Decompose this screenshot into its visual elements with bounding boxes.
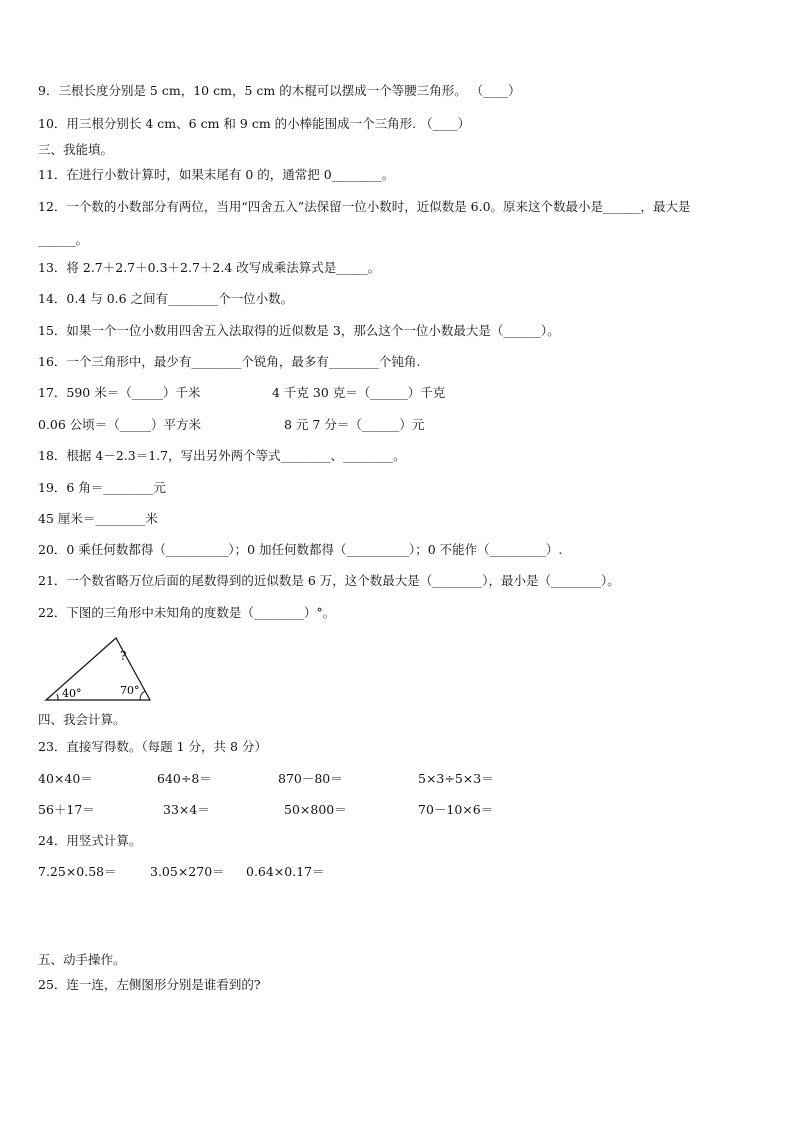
q15: 15．如果一个一位小数用四舍五入法取得的近似数是 3，那么这个一位小数最大是（______）。 [38, 323, 560, 338]
section-5-heading: 五、动手操作。 [38, 952, 126, 967]
q24-item-1: 7.25×0.58＝ [38, 864, 117, 879]
q9: 9．三根长度分别是 5 cm，10 cm，5 cm 的木棍可以摆成一个等腰三角形。 （____） [38, 83, 521, 98]
q14: 14．0.4 与 0.6 之间有________个一位小数。 [38, 291, 294, 306]
q13: 13．将 2.7＋2.7＋0.3＋2.7＋2.4 改写成乘法算式是_____。 [38, 260, 380, 275]
q12-line2: ______。 [38, 232, 89, 247]
q23-r1-c2: 640÷8＝ [157, 771, 212, 786]
q23-r1-c3: 870－80＝ [278, 771, 343, 786]
triangle-figure [42, 632, 154, 704]
q23-r1-c1: 40×40＝ [38, 771, 93, 786]
q23: 23．直接写得数。（每题 1 分，共 8 分） [38, 739, 267, 754]
q17-c: 0.06 公顷＝（_____）平方米 [38, 417, 202, 432]
q22: 22．下图的三角形中未知角的度数是（________）°。 [38, 605, 336, 620]
q23-r2-c2: 33×4＝ [163, 802, 210, 817]
q10: 10．用三根分别长 4 cm、6 cm 和 9 cm 的小棒能围成一个三角形. （____） [38, 116, 471, 131]
q17-d: 8 元 7 分＝（______）元 [284, 417, 425, 432]
q18: 18．根据 4－2.3＝1.7，写出另外两个等式________、________。 [38, 448, 406, 463]
q23-r2-c4: 70－10×6＝ [418, 802, 494, 817]
q23-r2-c3: 50×800＝ [284, 802, 347, 817]
q17-a: 17．590 米＝（_____）千米 [38, 385, 201, 400]
right-angle-arc [140, 691, 145, 700]
left-angle-label: 40° [62, 687, 82, 700]
q25: 25．连一连，左侧图形分别是谁看到的? [38, 977, 261, 992]
q19-a: 19．6 角＝________元 [38, 480, 166, 495]
q20: 20．0 乘任何数都得（__________）；0 加任何数都得（__________）；0 不能作（_________）. [38, 542, 563, 557]
section-4-heading: 四、我会计算。 [38, 712, 126, 727]
q12-line1: 12．一个数的小数部分有两位，当用“四舍五入”法保留一位小数时，近似数是 6.0。原来这个数最小是______，最大是 [38, 199, 691, 214]
q23-r2-c1: 56＋17＝ [38, 802, 95, 817]
q19-b: 45 厘米＝________米 [38, 511, 158, 526]
q24-item-3: 0.64×0.17＝ [246, 864, 325, 879]
q16: 16．一个三角形中，最少有________个锐角，最多有________个钝角. [38, 354, 421, 369]
q24: 24．用竖式计算。 [38, 833, 142, 848]
q23-r1-c4: 5×3÷5×3＝ [418, 771, 494, 786]
section-3-heading: 三、我能填。 [38, 142, 114, 157]
q17-b: 4 千克 30 克＝（______）千克 [272, 385, 446, 400]
left-angle-arc [57, 694, 58, 700]
right-angle-label: 70° [120, 684, 140, 697]
unknown-angle-label: ? [120, 649, 127, 663]
q24-item-2: 3.05×270＝ [150, 864, 225, 879]
q21: 21．一个数省略万位后面的尾数得到的近似数是 6 万，这个数最大是（________），最小是（________）。 [38, 573, 620, 588]
q11: 11．在进行小数计算时，如果末尾有 0 的，通常把 0________。 [38, 167, 395, 182]
